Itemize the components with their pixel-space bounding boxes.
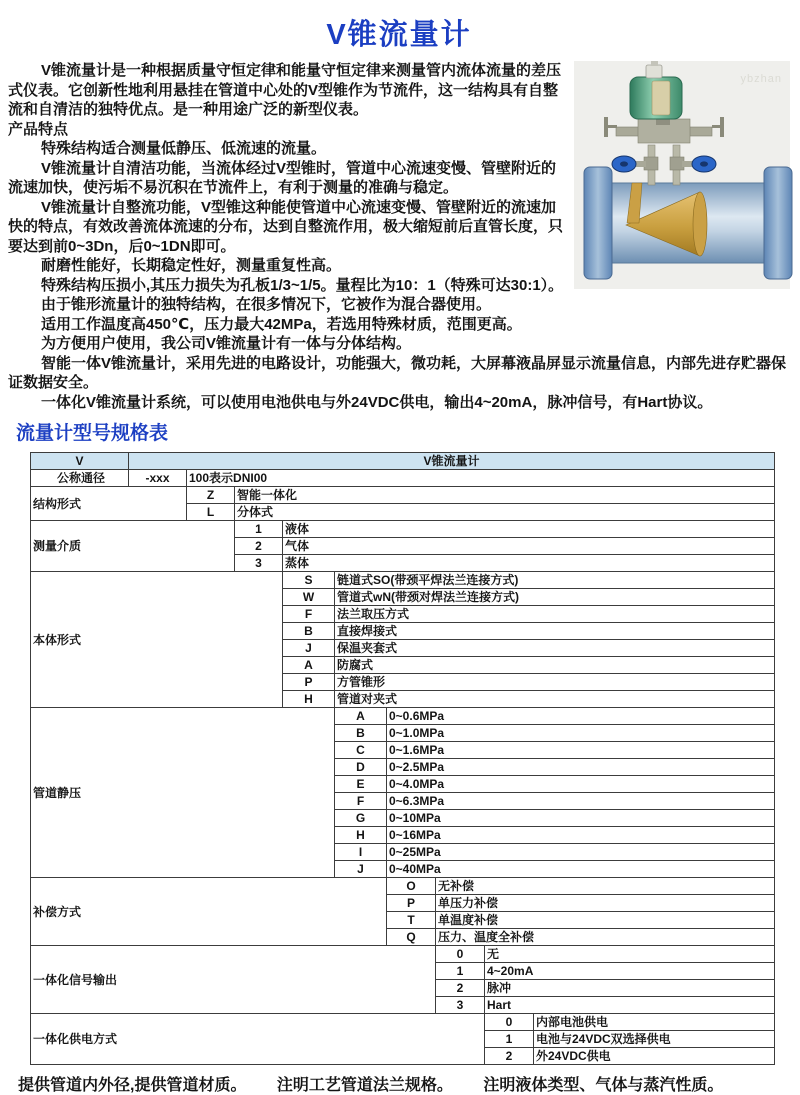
spec-code-cell: G bbox=[335, 810, 387, 827]
intro-subheading-product-features: 产品特点 bbox=[8, 120, 69, 138]
spec-row bbox=[31, 487, 775, 504]
product-photo bbox=[574, 61, 790, 289]
spec-row bbox=[31, 521, 775, 538]
spec-row bbox=[31, 708, 775, 725]
spec-desc-cell: 智能一体化 bbox=[235, 487, 775, 504]
spec-row bbox=[31, 946, 775, 963]
spec-code-cell: H bbox=[283, 691, 335, 708]
handwheel-left bbox=[612, 156, 646, 172]
impulse-pipes bbox=[644, 145, 684, 185]
intro-paragraph: 一体化V锥流量计系统，可以使用电池供电与外24VDC供电，输出4~20mA，脉冲信号，有Hart协议。 bbox=[41, 393, 713, 411]
spec-code-cell: J bbox=[283, 640, 335, 657]
spec-code-cell: 0 bbox=[485, 1014, 534, 1031]
spec-desc-cell: 脉冲 bbox=[485, 980, 775, 997]
spec-label-cell: 结构形式 bbox=[31, 487, 187, 521]
spec-code-cell: A bbox=[283, 657, 335, 674]
spec-desc-cell: 无 bbox=[485, 946, 775, 963]
spec-label-cell: 测量介质 bbox=[31, 521, 235, 572]
intro-paragraph: 为方便用户使用，我公司V锥流量计有一体与分体结构。 bbox=[41, 335, 412, 352]
spec-code-cell: P bbox=[387, 895, 436, 912]
intro-paragraph: 适用工作温度高450℃，压力最大42MPa，若选用特殊材质，范围更高。 bbox=[41, 315, 522, 333]
spec-code-cell: E bbox=[335, 776, 387, 793]
spec-code-cell: F bbox=[335, 793, 387, 810]
watermark: ybzhan bbox=[740, 73, 782, 85]
spec-desc-cell: 无补偿 bbox=[436, 878, 775, 895]
spec-code-cell: S bbox=[283, 572, 335, 589]
intro-paragraph: 耐磨性能好，长期稳定性好，测量重复性高。 bbox=[41, 257, 342, 274]
spec-code-cell: -xxx bbox=[129, 470, 187, 487]
spec-code-cell: 2 bbox=[436, 980, 485, 997]
spec-label-cell: 补偿方式 bbox=[31, 878, 387, 946]
spec-desc-cell: 0~1.0MPa bbox=[387, 725, 775, 742]
spec-desc-cell: 0~16MPa bbox=[387, 827, 775, 844]
spec-desc-cell: 内部电池供电 bbox=[534, 1014, 775, 1031]
footer-note: 注明液体类型、气体与蒸汽性质。 bbox=[483, 1077, 724, 1094]
spec-code-cell: W bbox=[283, 589, 335, 606]
spec-label-cell: 一体化信号输出 bbox=[31, 946, 436, 1014]
spec-code-cell: T bbox=[387, 912, 436, 929]
intro-paragraph: 特殊结构压损小,其压力损失为孔板1/3~1/5。量程比为10：1（特殊可达30:1）。 bbox=[41, 276, 564, 294]
intro-paragraph: V锥流量计自清洁功能，当流体经过V型锥时，管道中心流速变慢、管壁附近的流速加快，使污垢不易沉积在节流件上，有利于测量的准确与稳定。 bbox=[8, 159, 557, 196]
right-flange bbox=[764, 167, 792, 279]
spec-desc-cell: 0~0.6MPa bbox=[387, 708, 775, 725]
spec-header-row bbox=[31, 453, 775, 470]
spec-desc-cell: 0~2.5MPa bbox=[387, 759, 775, 776]
spec-code-cell: B bbox=[283, 623, 335, 640]
spec-header-code: V bbox=[31, 453, 129, 470]
spec-desc-cell: Hart bbox=[485, 997, 775, 1014]
spec-header-name: V锥流量计 bbox=[129, 453, 775, 470]
spec-code-cell: P bbox=[283, 674, 335, 691]
model-spec-table bbox=[30, 452, 775, 1065]
spec-code-cell: B bbox=[335, 725, 387, 742]
spec-desc-cell: 4~20mA bbox=[485, 963, 775, 980]
spec-code-cell: A bbox=[335, 708, 387, 725]
spec-desc-cell: 0~4.0MPa bbox=[387, 776, 775, 793]
spec-desc-cell: 蒸体 bbox=[283, 555, 775, 572]
spec-desc-cell: 法兰取压方式 bbox=[335, 606, 775, 623]
spec-code-cell: C bbox=[335, 742, 387, 759]
intro-paragraph: 由于锥形流量计的独特结构，在很多情况下，它被作为混合器使用。 bbox=[41, 296, 492, 313]
spec-code-cell: I bbox=[335, 844, 387, 861]
v-cone-flowmeter-illustration bbox=[574, 61, 790, 289]
intro-paragraph: V锥流量计自整流功能，V型锥这种能使管道中心流速变慢、管壁附近的流速加快的特点，有效改善流体流速的分布，达到自整流作用，极大缩短前后直管长度，只要达到前0~3Dn，后0~1DN即可。 bbox=[8, 198, 564, 255]
page-title: V锥流量计 bbox=[326, 19, 472, 51]
spec-desc-cell: 压力、温度全补偿 bbox=[436, 929, 775, 946]
intro-paragraph: 特殊结构适合测量低静压、低流速的流量。 bbox=[41, 140, 327, 157]
spec-desc-cell: 0~40MPa bbox=[387, 861, 775, 878]
spec-code-cell: 2 bbox=[485, 1048, 534, 1065]
spec-desc-cell: 0~1.6MPa bbox=[387, 742, 775, 759]
spec-code-cell: 0 bbox=[436, 946, 485, 963]
spec-desc-cell: 0~25MPa bbox=[387, 844, 775, 861]
spec-label-cell: 本体形式 bbox=[31, 572, 283, 708]
left-flange bbox=[584, 167, 612, 279]
spec-row bbox=[31, 1014, 775, 1031]
spec-desc-cell: 0~6.3MPa bbox=[387, 793, 775, 810]
spec-code-cell: 1 bbox=[235, 521, 283, 538]
spec-desc-cell: 外24VDC供电 bbox=[534, 1048, 775, 1065]
spec-code-cell: 1 bbox=[436, 963, 485, 980]
spec-label-cell: 公称通径 bbox=[31, 470, 129, 487]
spec-desc-cell: 直接焊接式 bbox=[335, 623, 775, 640]
spec-desc-cell: 管道式wN(带颈对焊法兰连接方式) bbox=[335, 589, 775, 606]
footer-note: 注明工艺管道法兰规格。 bbox=[276, 1077, 453, 1094]
spec-table-heading: 流量计型号规格表 bbox=[16, 423, 169, 444]
spec-desc-cell: 保温夹套式 bbox=[335, 640, 775, 657]
spec-desc-cell: 单温度补偿 bbox=[436, 912, 775, 929]
handwheel-right bbox=[682, 156, 716, 172]
spec-code-cell: Q bbox=[387, 929, 436, 946]
spec-desc-cell: 链道式SO(带颈平焊法兰连接方式) bbox=[335, 572, 775, 589]
spec-row bbox=[31, 470, 775, 487]
spec-desc-cell: 100表示DNI00 bbox=[187, 470, 775, 487]
transmitter bbox=[630, 61, 682, 125]
spec-code-cell: 3 bbox=[436, 997, 485, 1014]
spec-desc-cell: 单压力补偿 bbox=[436, 895, 775, 912]
spec-desc-cell: 方管锥形 bbox=[335, 674, 775, 691]
spec-desc-cell: 防腐式 bbox=[335, 657, 775, 674]
spec-code-cell: 1 bbox=[485, 1031, 534, 1048]
spec-code-cell: L bbox=[187, 504, 235, 521]
spec-label-cell: 管道静压 bbox=[31, 708, 335, 878]
spec-code-cell: J bbox=[335, 861, 387, 878]
spec-desc-cell: 0~10MPa bbox=[387, 810, 775, 827]
spec-code-cell: O bbox=[387, 878, 436, 895]
spec-desc-cell: 气体 bbox=[283, 538, 775, 555]
spec-row bbox=[31, 878, 775, 895]
spec-desc-cell: 电池与24VDC双选择供电 bbox=[534, 1031, 775, 1048]
spec-code-cell: F bbox=[283, 606, 335, 623]
spec-desc-cell: 管道对夹式 bbox=[335, 691, 775, 708]
footer-note: 提供管道内外径,提供管道材质。 bbox=[18, 1077, 247, 1094]
spec-code-cell: 2 bbox=[235, 538, 283, 555]
spec-code-cell: 3 bbox=[235, 555, 283, 572]
spec-desc-cell: 液体 bbox=[283, 521, 775, 538]
intro-paragraph: V锥流量计是一种根据质量守恒定律和能量守恒定律来测量管内流体流量的差压式仪表。它创新性地利用悬挂在管道中心处的V型锥作为节流件，这一结构具有自整流和自清洁的独特优点。是一种用途广泛的新型仪表。 bbox=[8, 62, 562, 118]
spec-code-cell: H bbox=[335, 827, 387, 844]
spec-row bbox=[31, 572, 775, 589]
spec-desc-cell: 分体式 bbox=[235, 504, 775, 521]
footer-notes bbox=[18, 1072, 790, 1095]
spec-code-cell: Z bbox=[187, 487, 235, 504]
spec-code-cell: D bbox=[335, 759, 387, 776]
spec-label-cell: 一体化供电方式 bbox=[31, 1014, 485, 1065]
intro-paragraph: 智能一体V锥流量计，采用先进的电路设计，功能强大，微功耗，大屏幕液晶屏显示流量信息，内部先进存贮器保证数据安全。 bbox=[8, 354, 787, 391]
